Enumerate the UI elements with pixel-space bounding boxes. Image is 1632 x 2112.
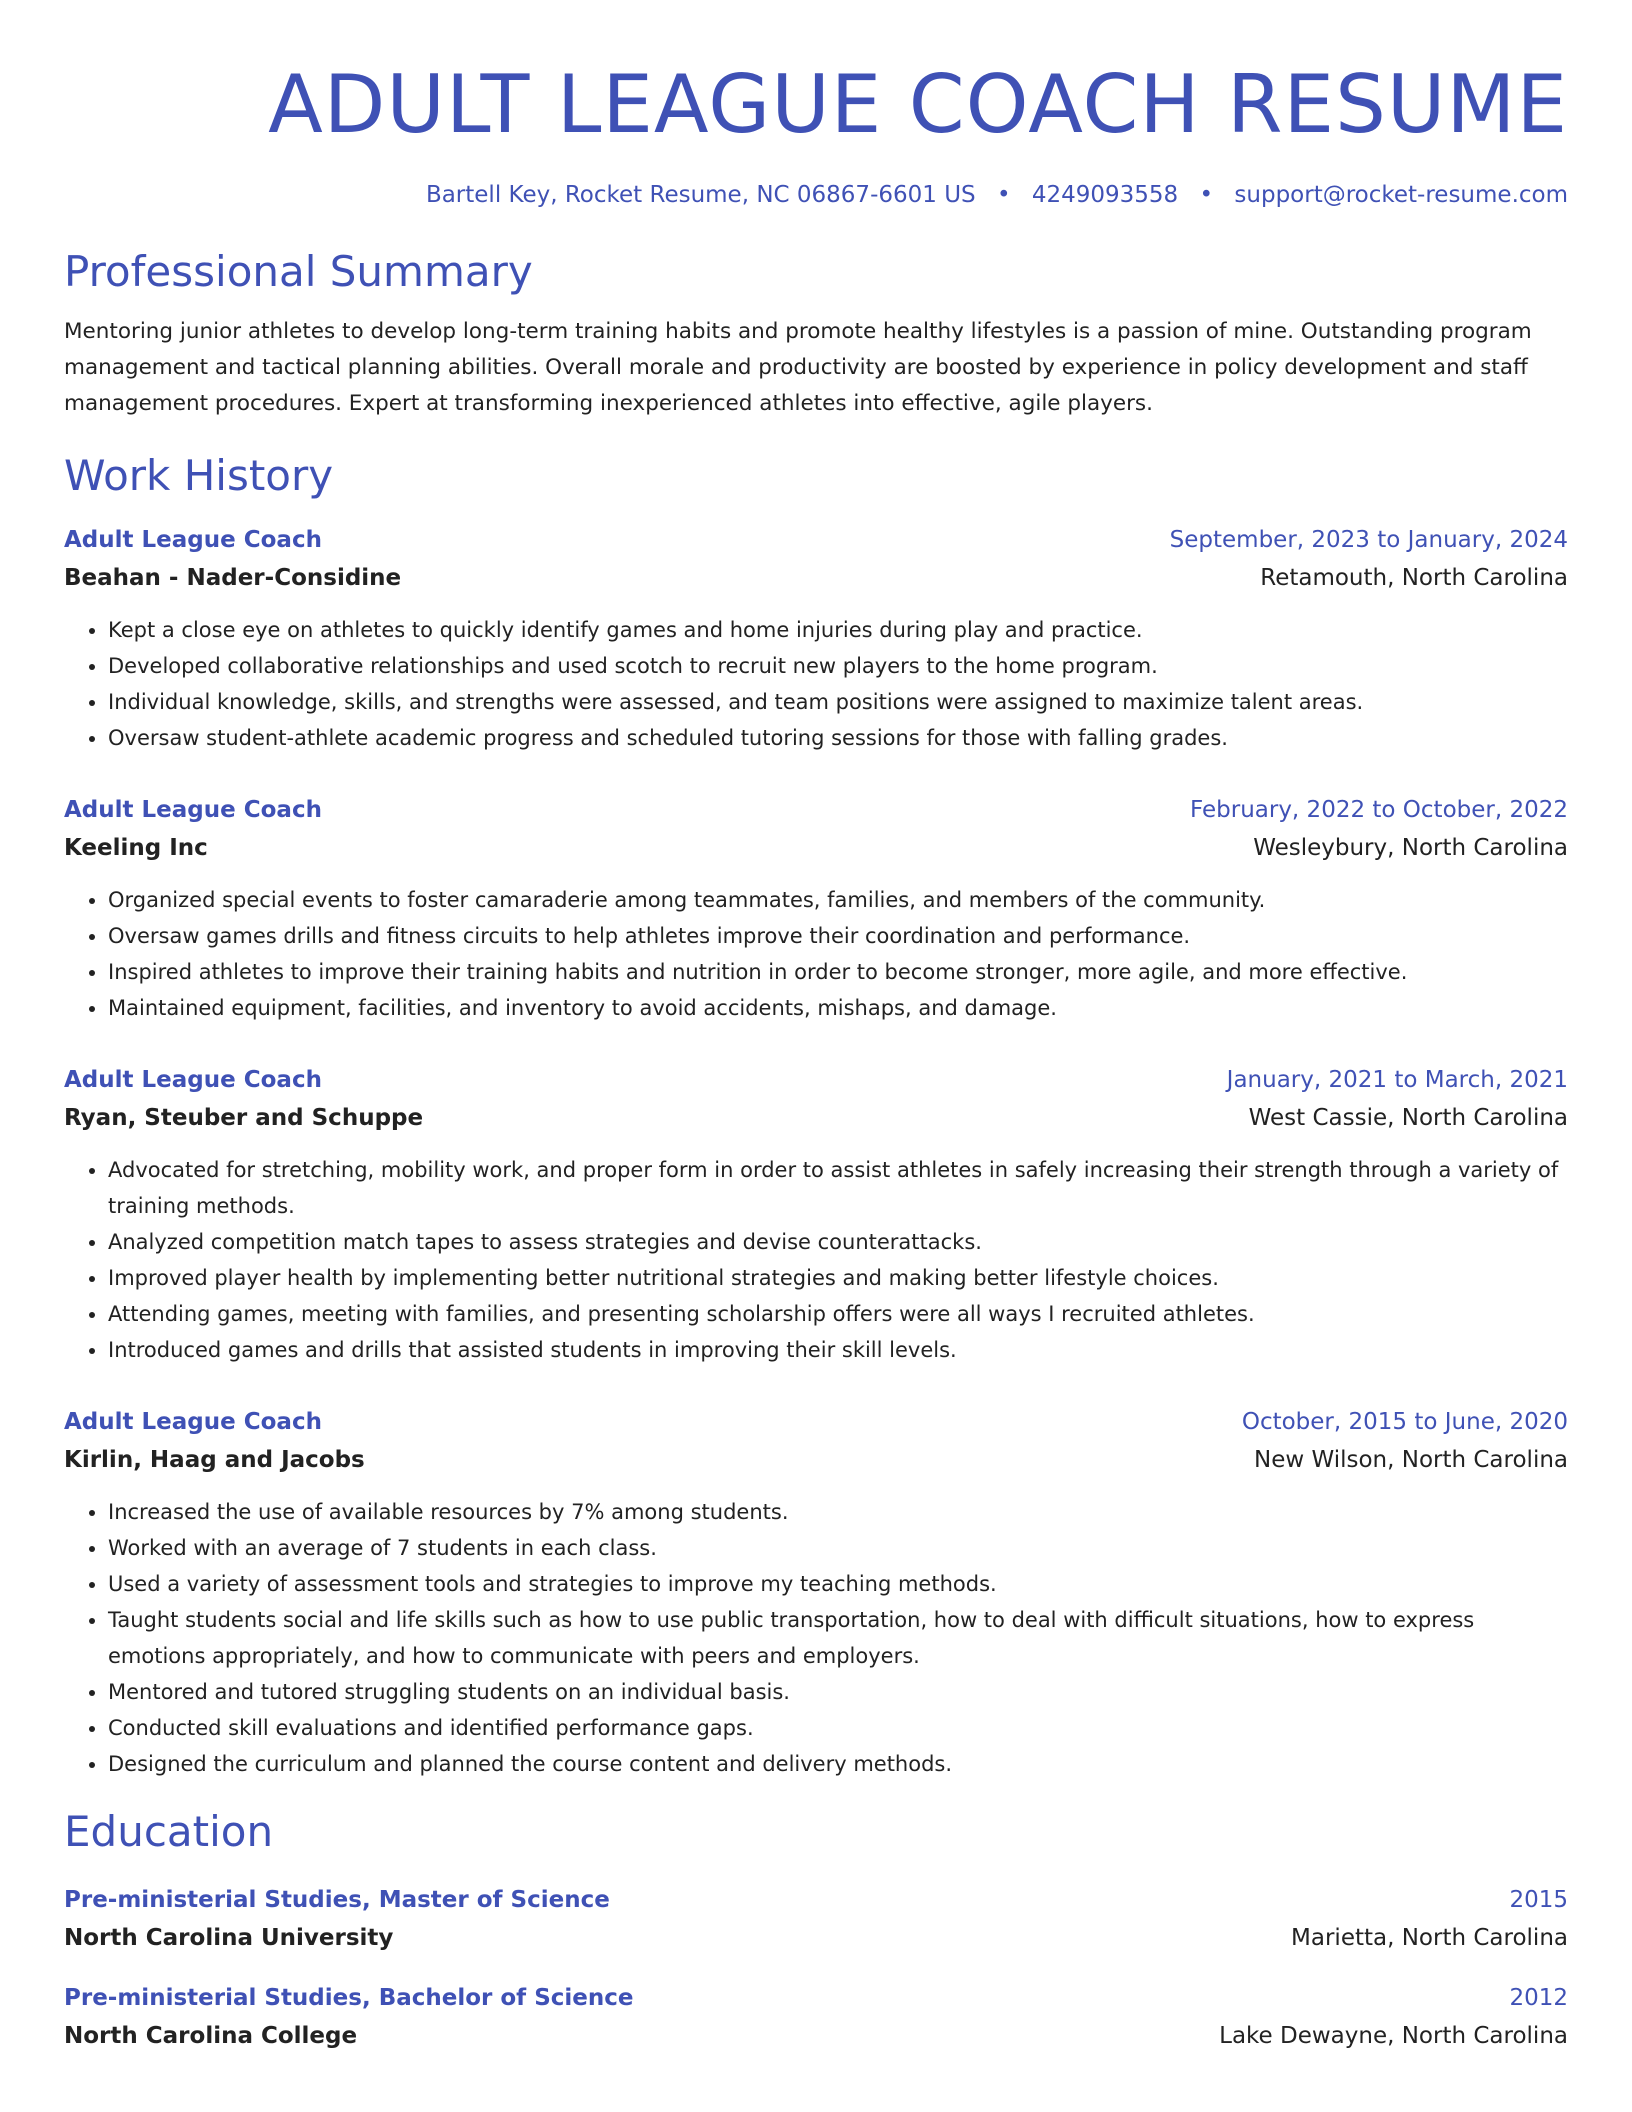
education-location: Lake Dewayne, North Carolina [1219, 2023, 1568, 2049]
job-bullet: • Oversaw games drills and fitness circuits to help athletes improve their coordination and performance. [108, 918, 1568, 954]
job-entry [64, 1404, 1568, 1782]
contact-phone: 4249093558 [1031, 182, 1179, 208]
job-entry [64, 1062, 1568, 1368]
job-bullet: • Oversaw student-athlete academic progress and scheduled tutoring sessions for those with falling grades. [108, 720, 1568, 756]
job-bullet: • Taught students social and life skills such as how to use public transportation, how to deal with difficult situations, how to express emotions appropriately, and how to communicate with peers and employers. [108, 1602, 1568, 1674]
resume-page [64, 0, 1568, 2056]
job-bullet: • Used a variety of assessment tools and strategies to improve my teaching methods. [108, 1566, 1568, 1602]
job-bullet: • Mentored and tutored struggling students on an individual basis. [108, 1674, 1568, 1710]
education-location: Marietta, North Carolina [1291, 1925, 1568, 1951]
contact-address: Bartell Key, Rocket Resume, NC 06867-6601 US [425, 182, 976, 208]
summary-text: Mentoring junior athletes to develop long-term training habits and promote healthy lifestyles is a passion of mine. Outstanding program management and tactical planning abilities. Overall morale and productivity are boosted by experience in policy development and staff management procedures. Expert at transforming inexperienced athletes into effective, agile players. [64, 319, 1532, 416]
education-entry [64, 1980, 1568, 2056]
job-bullet: • Improved player health by implementing better nutritional strategies and making better lifestyle choices. [108, 1260, 1568, 1296]
job-bullets [64, 612, 1568, 756]
job-bullet: • Advocated for stretching, mobility work, and proper form in order to assist athletes in safely increasing their strength through a variety of training methods. [108, 1152, 1568, 1224]
job-entry [64, 792, 1568, 1026]
job-title: Adult League Coach [64, 527, 322, 553]
education-school: North Carolina College [64, 2023, 358, 2049]
job-dates: September, 2023 to January, 2024 [1169, 527, 1568, 553]
job-title: Adult League Coach [64, 797, 322, 823]
job-bullet: • Inspired athletes to improve their training habits and nutrition in order to become stronger, more agile, and more effective. [108, 954, 1568, 990]
job-bullet: • Maintained equipment, facilities, and inventory to avoid accidents, mishaps, and damage. [108, 990, 1568, 1026]
separator-dot: • [1199, 182, 1214, 208]
job-location: West Cassie, North Carolina [1248, 1105, 1568, 1131]
job-location: New Wilson, North Carolina [1253, 1447, 1568, 1473]
contact-line [64, 180, 1568, 210]
resume-name: ADULT LEAGUE COACH RESUME [268, 58, 1568, 151]
job-bullet: • Designed the curriculum and planned the course content and delivery methods. [108, 1746, 1568, 1782]
job-bullet: • Organized special events to foster camaraderie among teammates, families, and members of the community. [108, 882, 1568, 918]
job-bullet: • Introduced games and drills that assisted students in improving their skill levels. [108, 1332, 1568, 1368]
job-title: Adult League Coach [64, 1067, 322, 1093]
job-location: Wesleybury, North Carolina [1253, 835, 1568, 861]
job-bullet: • Developed collaborative relationships and used scotch to recruit new players to the home program. [108, 648, 1568, 684]
education-school: North Carolina University [64, 1925, 394, 1951]
job-bullet: • Increased the use of available resources by 7% among students. [108, 1494, 1568, 1530]
summary-heading: Professional Summary [64, 247, 533, 296]
job-location: Retamouth, North Carolina [1260, 565, 1568, 591]
job-bullet: • Worked with an average of 7 students in each class. [108, 1530, 1568, 1566]
work-history-heading: Work History [64, 451, 334, 500]
job-bullets [64, 1152, 1568, 1368]
job-dates: October, 2015 to June, 2020 [1241, 1409, 1568, 1435]
job-title: Adult League Coach [64, 1409, 322, 1435]
job-company: Keeling Inc [64, 835, 208, 861]
job-bullets [64, 1494, 1568, 1782]
job-entry [64, 522, 1568, 756]
education-degree: Pre-ministerial Studies, Bachelor of Science [64, 1985, 634, 2011]
job-dates: February, 2022 to October, 2022 [1190, 797, 1568, 823]
job-bullet: • Attending games, meeting with families, and presenting scholarship offers were all ways I recruited athletes. [108, 1296, 1568, 1332]
education-degree: Pre-ministerial Studies, Master of Science [64, 1887, 610, 1913]
job-dates: January, 2021 to March, 2021 [1226, 1067, 1568, 1093]
job-bullets [64, 882, 1568, 1026]
education-entry [64, 1882, 1568, 1958]
job-company: Kirlin, Haag and Jacobs [64, 1447, 365, 1473]
job-company: Beahan - Nader-Considine [64, 565, 402, 591]
education-year: 2012 [1509, 1985, 1568, 2011]
education-year: 2015 [1509, 1887, 1568, 1913]
contact-email: support@rocket-resume.com [1234, 182, 1568, 208]
separator-dot: • [996, 182, 1011, 208]
job-bullet: • Analyzed competition match tapes to assess strategies and devise counterattacks. [108, 1224, 1568, 1260]
job-bullet: • Kept a close eye on athletes to quickly identify games and home injuries during play and practice. [108, 612, 1568, 648]
job-bullet: • Conducted skill evaluations and identified performance gaps. [108, 1710, 1568, 1746]
education-heading: Education [64, 1807, 274, 1856]
job-company: Ryan, Steuber and Schuppe [64, 1105, 424, 1131]
job-bullet: • Individual knowledge, skills, and strengths were assessed, and team positions were assigned to maximize talent areas. [108, 684, 1568, 720]
